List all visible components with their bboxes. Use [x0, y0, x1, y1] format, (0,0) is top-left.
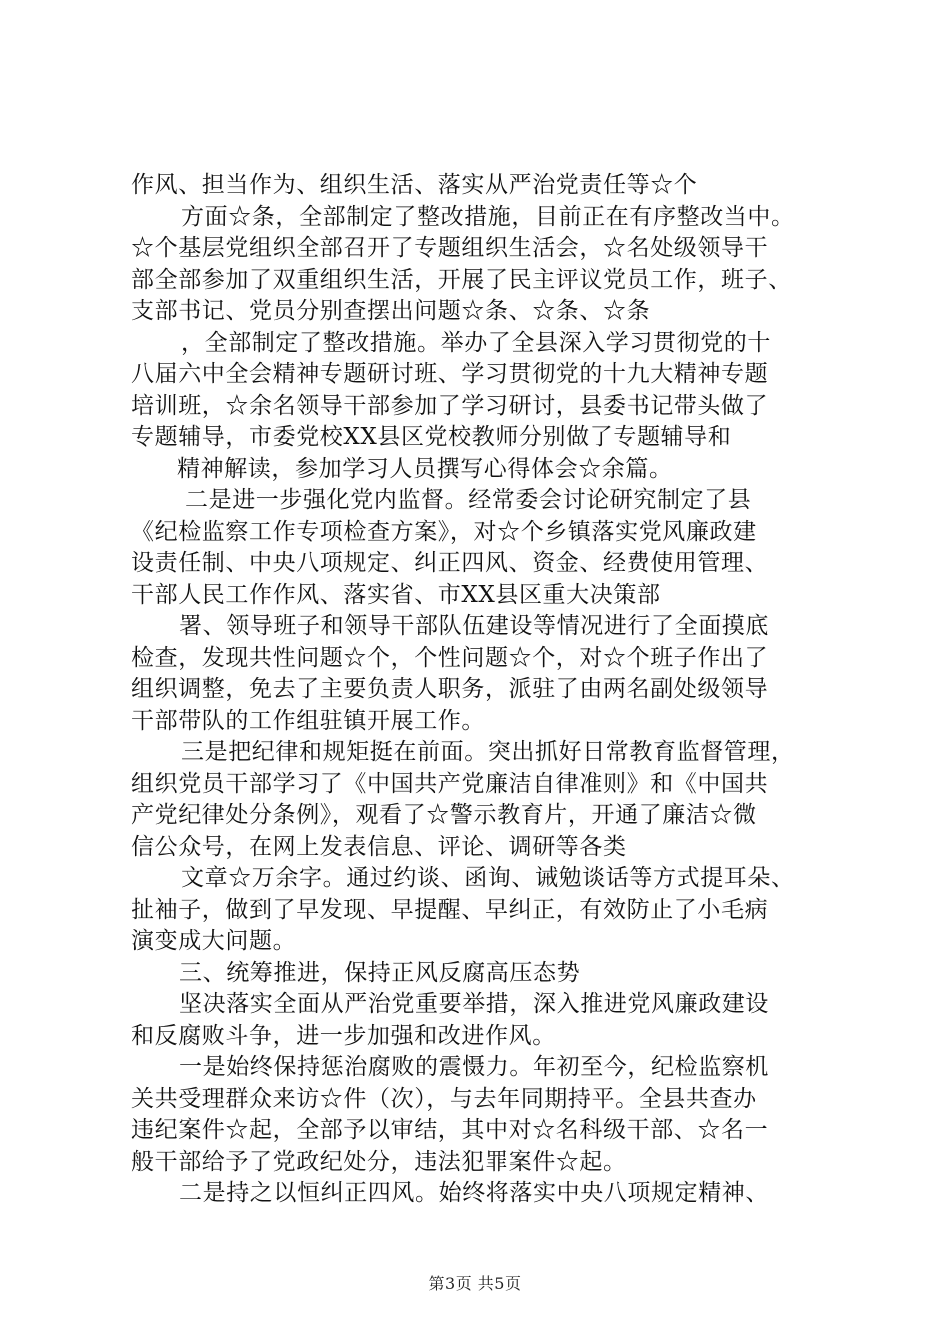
page-number: 第3页 共5页 [428, 1274, 522, 1293]
body-line: ☆个基层党组织全部召开了专题组织生活会，☆名处级领导干 [131, 235, 769, 261]
body-line: 精神解读，参加学习人员撰写心得体会☆余篇。 [177, 455, 673, 482]
body-line: 信公众号，在网上发表信息、评论、调研等各类 [131, 833, 627, 860]
body-line: 产党纪律处分条例》，观看了☆警示教育片，开通了廉洁☆微 [131, 802, 757, 828]
body-line: 关共受理群众来访☆件（次），与去年同期持平。全县共查办 [131, 1085, 757, 1112]
body-line: 般干部给予了党政纪处分，违法犯罪案件☆起。 [131, 1148, 627, 1175]
body-line: 署、领导班子和领导干部队伍建设等情况进行了全面摸底 [179, 613, 769, 639]
body-line: 支部书记、党员分别查摆出问题☆条、☆条、☆条 [131, 298, 651, 324]
body-line: 一是始终保持惩治腐败的震慑力。年初至今，纪检监察机 [179, 1054, 769, 1080]
body-line: 演变成大问题。 [131, 928, 297, 954]
body-line: 干部带队的工作组驻镇开展工作。 [131, 707, 485, 734]
body-line: 坚决落实全面从严治党重要举措，深入推进党风廉政建设 [179, 991, 769, 1017]
body-line: 专题辅导，市委党校XX县区党校教师分别做了专题辅导和 [131, 424, 732, 450]
body-line: 三是把纪律和规矩挺在前面。突出抓好日常教育监督管理， [181, 739, 795, 765]
body-line: 作风、担当作为、组织生活、落实从严治党责任等☆个 [131, 172, 698, 198]
body-line: 和反腐败斗争，进一步加强和改进作风。 [131, 1022, 556, 1049]
body-line: 八届六中全会精神专题研讨班、学习贯彻党的十九大精神专题 [131, 361, 769, 387]
body-line: 二是进一步强化党内监督。经常委会讨论研究制定了县 [185, 487, 752, 513]
body-text [131, 170, 831, 1210]
body-line: ，全部制定了整改措施。举办了全县深入学习贯彻党的十 [181, 329, 771, 356]
body-line: 扯袖子，做到了早发现、早提醒、早纠正，有效防止了小毛病 [131, 896, 769, 923]
body-line: 方面☆条，全部制定了整改措施，目前正在有序整改当中。 [181, 203, 795, 230]
body-line: 检查，发现共性问题☆个，个性问题☆个，对☆个班子作出了 [131, 644, 769, 671]
body-line: 干部人民工作作风、落实省、市XX县区重大决策部 [131, 581, 661, 608]
body-line: 组织党员干部学习了《中国共产党廉洁自律准则》和《中国共 [131, 770, 769, 797]
body-line: 培训班，☆余名领导干部参加了学习研讨，县委书记带头做了 [131, 392, 769, 419]
body-line: 违纪案件☆起，全部予以审结，其中对☆名科级干部、☆名一 [131, 1117, 769, 1143]
page-footer [0, 1271, 950, 1294]
body-line: 二是持之以恒纠正四风。始终将落实中央八项规定精神、 [179, 1180, 769, 1206]
section-heading: 三、统筹推进，保持正风反腐高压态势 [179, 959, 581, 986]
body-line: 《纪检监察工作专项检查方案》，对☆个乡镇落实党风廉政建 [131, 518, 757, 545]
body-line: 部全部参加了双重组织生活，开展了民主评议党员工作，班子、 [131, 266, 792, 293]
body-line: 设责任制、中央八项规定、纠正四风、资金、经费使用管理、 [131, 550, 769, 576]
body-line: 文章☆万余字。通过约谈、函询、诫勉谈话等方式提耳朵、 [181, 865, 795, 891]
body-line: 组织调整，免去了主要负责人职务，派驻了由两名副处级领导 [131, 676, 769, 702]
